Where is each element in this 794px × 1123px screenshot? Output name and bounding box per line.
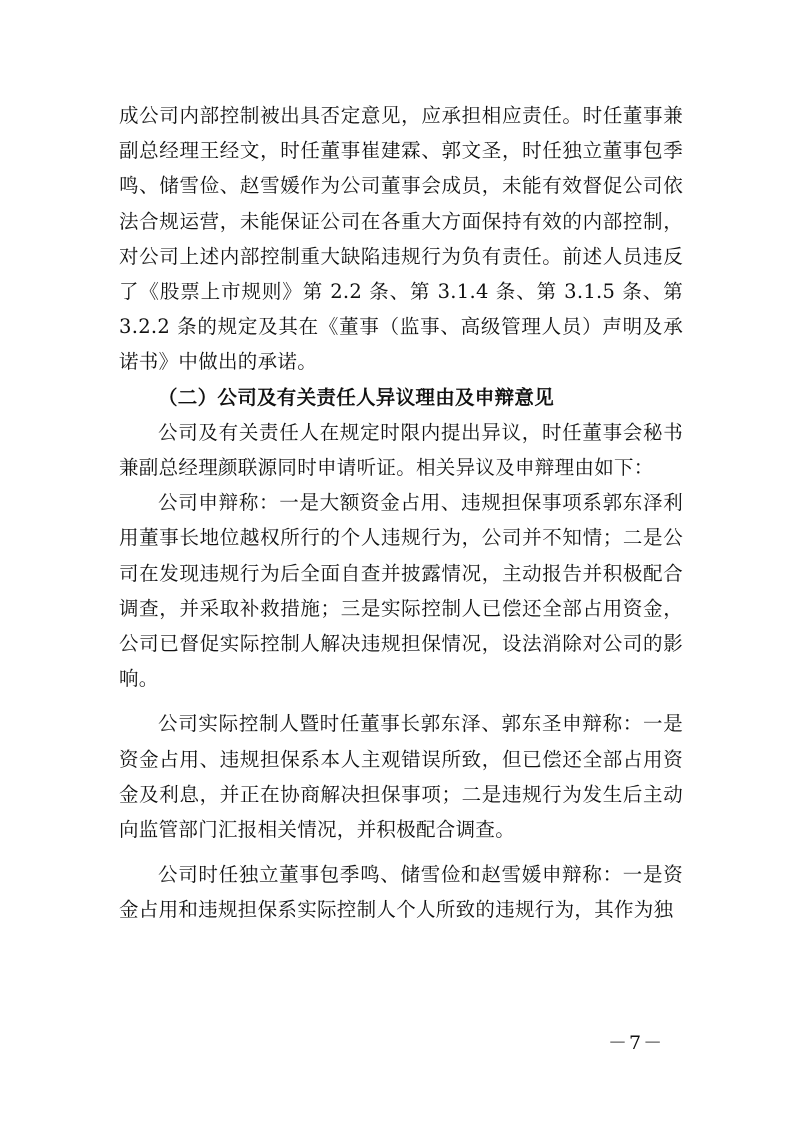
paragraph-objection-intro: 公司及有关责任人在规定时限内提出异议，时任董事会秘书兼副总经理颜联源同时申请听证。相关异议及申辩理由如下： — [119, 420, 683, 480]
paragraph-company-defense: 公司申辩称：一是大额资金占用、违规担保事项系郭东泽利用董事长地位越权所行的个人违规行为，公司并不知情；二是公司在发现违规行为后全面自查并披露情况，主动报告并积极配合调查，并采取补救措施；三是实际控制人已偿还全部占用资金，公司已督促实际控制人解决违规担保情况，设法消除对公司的影响。 — [119, 491, 683, 691]
section-heading: （二）公司及有关责任人异议理由及申辩意见 — [158, 385, 555, 409]
page-number: －7－ — [608, 1032, 665, 1054]
paragraph-controller-defense: 公司实际控制人暨时任董事长郭东泽、郭东圣申辩称：一是资金占用、违规担保系本人主观错误所致，但已偿还全部占用资金及利息，并正在协商解决担保事项；二是违规行为发生后主动向监管部门汇报相关情况，并积极配合调查。 — [119, 712, 683, 842]
paragraph-gap — [119, 696, 683, 706]
body-text — [119, 98, 683, 928]
paragraph-independent-directors-defense: 公司时任独立董事包季鸣、储雪俭和赵雪媛申辩称：一是资金占用和违规担保系实际控制人个人所致的违规行为，其作为独 — [119, 863, 683, 922]
paragraph-gap — [119, 847, 683, 857]
paragraph-continuation: 成公司内部控制被出具否定意见，应承担相应责任。时任董事兼副总经理王经文，时任董事崔建霖、郭文圣，时任独立董事包季鸣、储雪俭、赵雪媛作为公司董事会成员，未能有效督促公司依法合规运营，未能保证公司在各重大方面保持有效的内部控制，对公司上述内部控制重大缺陷违规行为负有责任。前述人员违反了《股票上市规则》第 2.2 条、第 3.1.4 条、第 3.1.5 条、第3.2.2 条的规定及其在《董事（监事、高级管理人员）声明及承诺书》中做出的承诺。 — [119, 104, 683, 374]
